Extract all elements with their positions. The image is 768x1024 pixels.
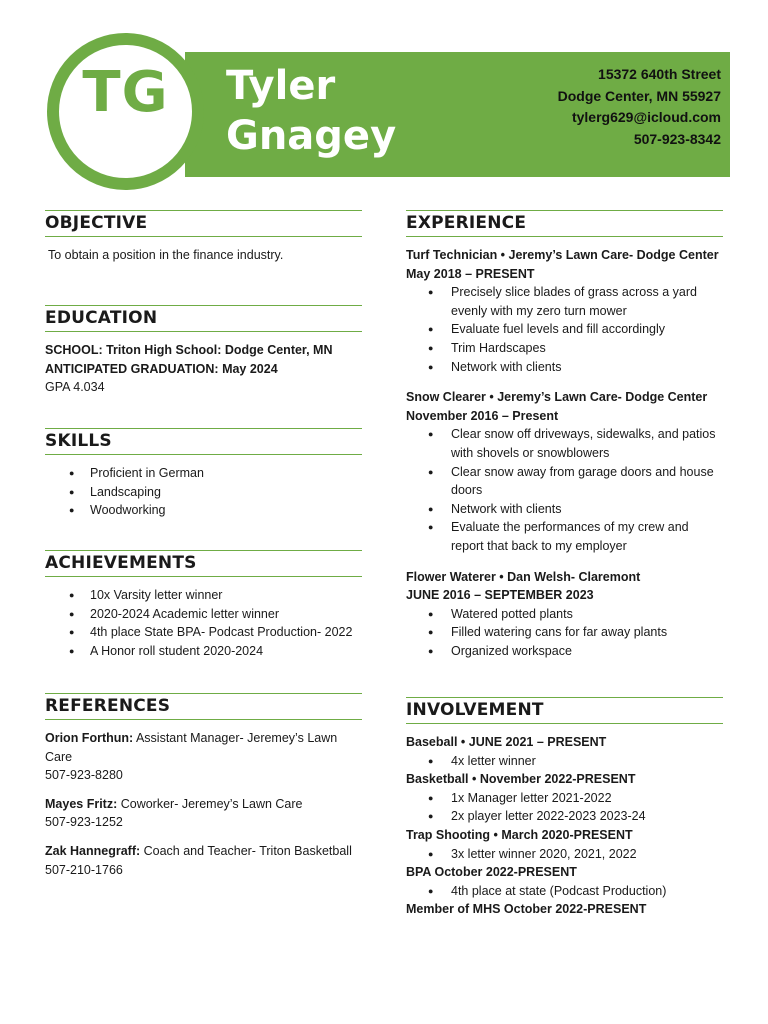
first-name: Tyler bbox=[226, 63, 336, 109]
contact-street: 15372 640th Street bbox=[598, 66, 721, 82]
list-item: ● Clear snow off driveways, sidewalks, and patios with shovels or snowblowers bbox=[406, 425, 723, 462]
involvement-heading: Basketball • November 2022-PRESENT bbox=[406, 772, 636, 787]
experience-section bbox=[406, 210, 723, 697]
reference-name: Orion Forthun: bbox=[45, 731, 134, 745]
reference-phone: 507-923-1252 bbox=[45, 815, 123, 830]
job-heading: Turf Technician • Jeremy’s Lawn Care- Dodge Center bbox=[406, 248, 719, 262]
section-heading bbox=[45, 210, 362, 237]
list-item: ● 4th place at state (Podcast Production) bbox=[406, 882, 723, 901]
list-item: ● Evaluate the performances of my crew and report that back to my employer bbox=[406, 518, 723, 555]
job-dates: May 2018 – PRESENT bbox=[406, 266, 535, 281]
education-gpa: GPA 4.034 bbox=[45, 380, 105, 395]
education-title: EDUCATION bbox=[45, 308, 158, 328]
section-heading bbox=[45, 305, 362, 332]
reference-name: Zak Hannegraff: bbox=[45, 843, 141, 858]
list-item: ● Network with clients bbox=[406, 358, 723, 377]
involvement-heading: Trap Shooting • March 2020-PRESENT bbox=[406, 827, 633, 842]
section-heading bbox=[406, 210, 723, 237]
reference-phone: 507-923-8280 bbox=[45, 768, 123, 783]
section-heading bbox=[45, 693, 362, 720]
section-heading bbox=[406, 697, 723, 724]
section-heading bbox=[45, 428, 362, 455]
objective-title: OBJECTIVE bbox=[45, 213, 148, 233]
list-item: ● Organized workspace bbox=[406, 642, 723, 661]
job-heading: Flower Waterer • Dan Welsh- Claremont bbox=[406, 569, 641, 584]
list-item: ● Proficient in German bbox=[45, 464, 362, 483]
achievements-section bbox=[45, 550, 362, 693]
reference-phone: 507-210-1766 bbox=[45, 862, 123, 877]
education-section bbox=[45, 305, 362, 428]
list-item: ● Network with clients bbox=[406, 500, 723, 519]
reference-item bbox=[45, 842, 362, 879]
reference-role: Coach and Teacher- Triton Basketball bbox=[140, 843, 352, 858]
involvement-heading: BPA October 2022-PRESENT bbox=[406, 865, 577, 880]
list-item: ● Clear snow away from garage doors and house doors bbox=[406, 463, 723, 500]
section-heading bbox=[45, 550, 362, 577]
job-entry bbox=[406, 568, 723, 661]
list-item: ● A Honor roll student 2020-2024 bbox=[45, 642, 362, 661]
monogram: TG bbox=[82, 60, 169, 125]
reference-name: Mayes Fritz: bbox=[45, 796, 118, 811]
job-entry bbox=[406, 246, 723, 376]
list-item: ● 1x Manager letter 2021-2022 bbox=[406, 789, 723, 808]
list-item: ● 2020-2024 Academic letter winner bbox=[45, 605, 362, 624]
reference-item bbox=[45, 729, 362, 785]
involvement-title: INVOLVEMENT bbox=[406, 700, 544, 720]
job-dates: JUNE 2016 – SEPTEMBER 2023 bbox=[406, 588, 594, 603]
skills-list bbox=[45, 464, 362, 520]
objective-section bbox=[45, 210, 362, 305]
experience-title: EXPERIENCE bbox=[406, 213, 527, 233]
involvement-heading: Member of MHS October 2022-PRESENT bbox=[406, 902, 647, 917]
references-section bbox=[45, 693, 362, 879]
skills-title: SKILLS bbox=[45, 431, 112, 451]
contact-email[interactable]: tylerg629@icloud.com bbox=[571, 109, 721, 125]
objective-text: To obtain a position in the finance industry. bbox=[48, 248, 284, 262]
involvement-section bbox=[406, 697, 723, 919]
list-item: ● Watered potted plants bbox=[406, 605, 723, 624]
contact-block bbox=[558, 64, 721, 150]
job-entry bbox=[406, 388, 723, 555]
reference-role: Assistant Manager- Jeremey’s Lawn Care bbox=[45, 731, 338, 764]
list-item: ● 4x letter winner bbox=[406, 752, 723, 771]
reference-role: Coworker- Jeremey’s Lawn Care bbox=[117, 796, 303, 811]
right-column bbox=[406, 210, 723, 919]
list-item: ● 10x Varsity letter winner bbox=[45, 586, 362, 605]
list-item: ● Precisely slice blades of grass across a yard evenly with my zero turn mower bbox=[406, 283, 723, 320]
list-item: ● 2x player letter 2022-2023 2023-24 bbox=[406, 807, 723, 826]
list-item: ● Trim Hardscapes bbox=[406, 339, 723, 358]
list-item: ● 4th place State BPA- Podcast Production- 2022 bbox=[45, 623, 362, 642]
list-item: ● Evaluate fuel levels and fill accordingly bbox=[406, 320, 723, 339]
education-school: SCHOOL: Triton High School: Dodge Center, MN bbox=[45, 343, 333, 357]
job-dates: November 2016 – Present bbox=[406, 408, 559, 423]
skills-section bbox=[45, 428, 362, 550]
last-name: Gnagey bbox=[226, 113, 397, 159]
contact-phone: 507-923-8342 bbox=[633, 130, 721, 147]
contact-city: Dodge Center, MN 55927 bbox=[557, 87, 721, 104]
reference-item bbox=[45, 795, 362, 832]
education-graduation: ANTICIPATED GRADUATION: May 2024 bbox=[45, 361, 278, 376]
list-item: ● 3x letter winner 2020, 2021, 2022 bbox=[406, 845, 723, 864]
list-item: ● Woodworking bbox=[45, 501, 362, 520]
job-heading: Snow Clearer • Jeremy’s Lawn Care- Dodge Center bbox=[406, 390, 708, 405]
references-title: REFERENCES bbox=[45, 696, 171, 716]
left-column bbox=[45, 210, 362, 889]
involvement-heading: Baseball • JUNE 2021 – PRESENT bbox=[406, 735, 607, 749]
list-item: ● Filled watering cans for far away plants bbox=[406, 623, 723, 642]
list-item: ● Landscaping bbox=[45, 483, 362, 502]
achievements-title: ACHIEVEMENTS bbox=[45, 553, 197, 573]
achievements-list bbox=[45, 586, 362, 660]
